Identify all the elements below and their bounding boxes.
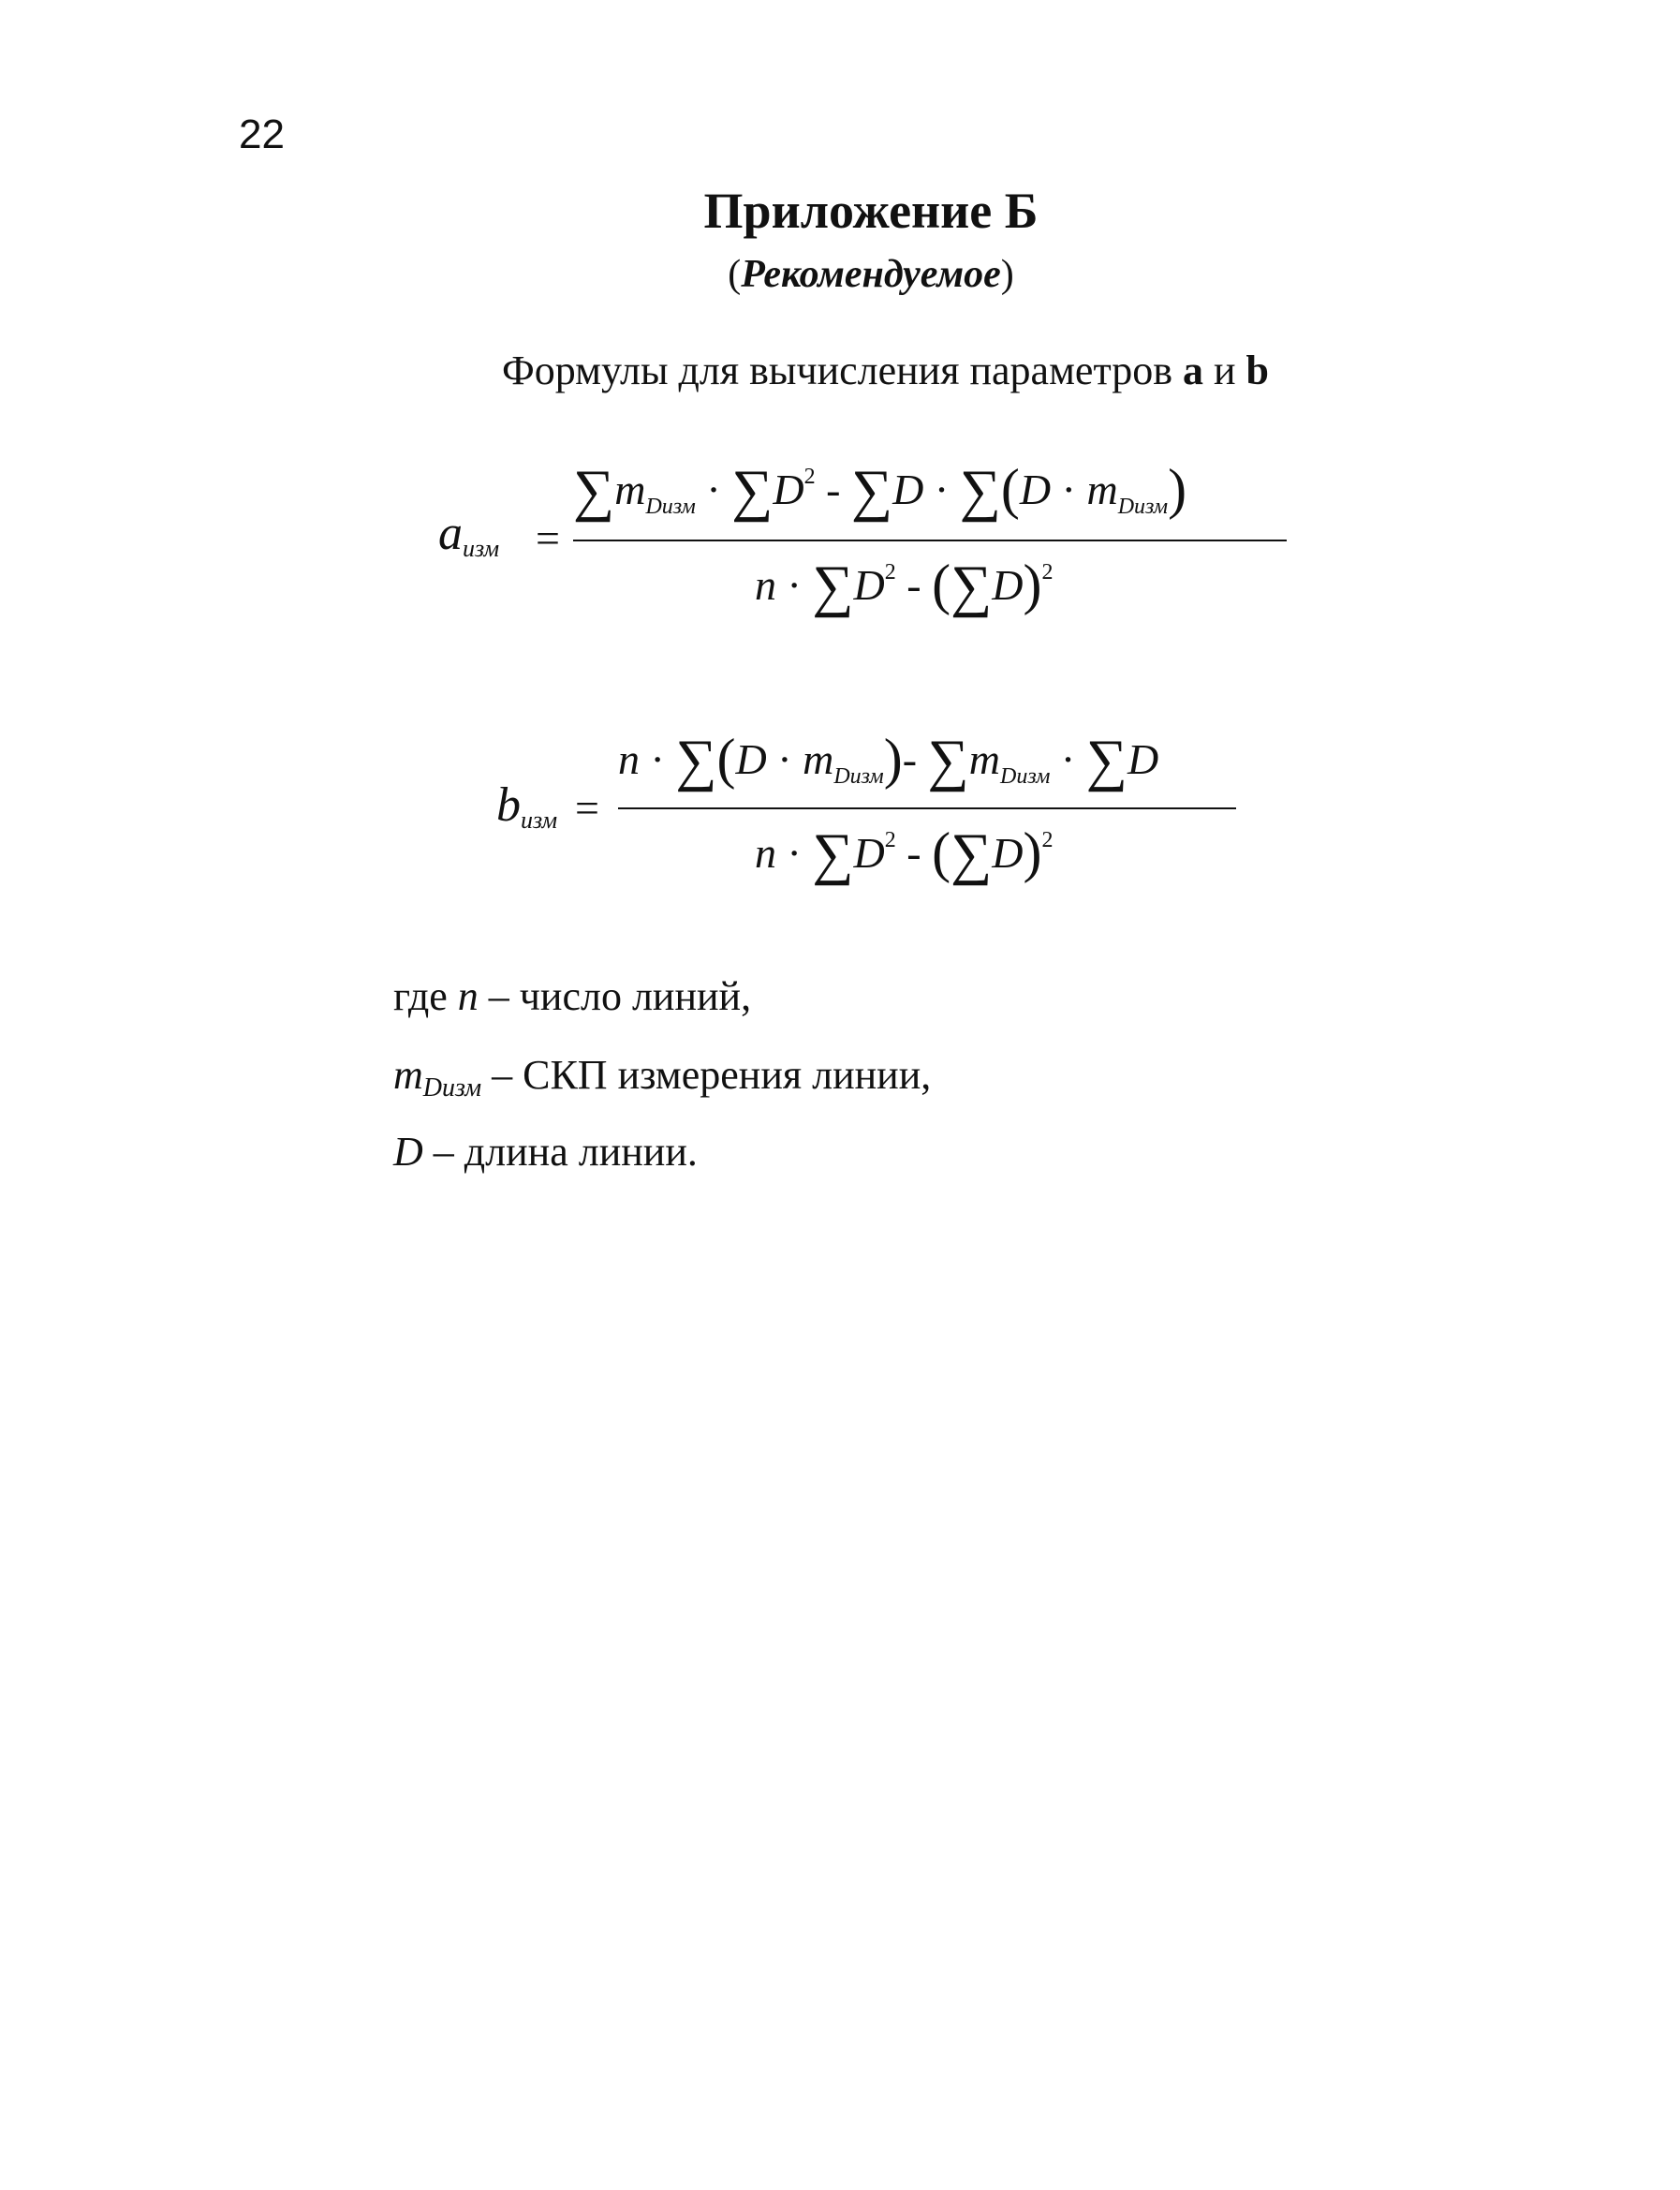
formula-b-lhs-var: b — [496, 778, 521, 832]
open-paren: ( — [932, 821, 951, 883]
minus-op: - — [906, 561, 921, 609]
subtitle-text: Рекомендуемое — [741, 253, 1001, 296]
legend-text-d: – длина линии. — [422, 1129, 698, 1175]
close-paren: ) — [1023, 821, 1042, 883]
legend-var-n: n — [457, 973, 479, 1019]
formula-a-equals: = — [536, 514, 560, 562]
D-var: D — [992, 561, 1024, 609]
legend-prefix: где — [393, 973, 458, 1019]
dot-op: · — [934, 466, 950, 513]
sum-symbol: ∑ — [951, 822, 993, 886]
m-sub: Dизм — [833, 764, 884, 789]
formula-b-denominator — [755, 821, 1054, 888]
D-var: D — [1019, 466, 1052, 513]
page-number: 22 — [239, 111, 285, 157]
dot-op: · — [787, 561, 802, 609]
dot-op: · — [650, 735, 665, 783]
dot-op: · — [1060, 735, 1076, 783]
close-paren: ) — [1168, 458, 1187, 520]
sum-symbol: ∑ — [951, 555, 993, 618]
dot-op: · — [1061, 466, 1076, 513]
legend-line-n — [393, 974, 751, 1019]
minus-op: - — [906, 829, 921, 877]
formula-b-numerator — [618, 727, 1158, 794]
formula-a-lhs — [438, 506, 499, 563]
appendix-title: Приложение Б — [703, 183, 1039, 239]
m-var: m — [968, 735, 1000, 783]
legend-text-m: – СКП измерения линии, — [481, 1052, 932, 1098]
dot-op: · — [787, 829, 802, 877]
power: 2 — [1041, 828, 1054, 852]
intro-line — [502, 348, 1269, 393]
sum-symbol: ∑ — [731, 459, 774, 523]
n-var: n — [755, 561, 776, 609]
minus-op: - — [826, 466, 841, 513]
legend-var-d: D — [393, 1129, 423, 1175]
m-var: m — [1086, 466, 1118, 513]
dot-op: · — [777, 735, 792, 783]
formula-a-lhs-sub: изм — [463, 535, 500, 562]
legend-var-m-sub: Dизм — [422, 1073, 482, 1102]
m-sub: Dизм — [1117, 495, 1169, 519]
m-var: m — [803, 735, 834, 783]
power: 2 — [884, 828, 896, 852]
m-sub: Dизм — [645, 495, 696, 519]
D-var: D — [735, 735, 767, 783]
open-paren: ( — [1000, 458, 1020, 520]
sum-symbol: ∑ — [812, 822, 854, 886]
formula-a-fraction-bar — [573, 540, 1287, 541]
m-sub: Dизм — [999, 764, 1051, 789]
sum-symbol: ∑ — [959, 459, 1001, 523]
intro-text: Формулы для вычисления параметров — [502, 348, 1183, 393]
open-paren: ( — [932, 554, 951, 615]
sum-symbol: ∑ — [573, 459, 615, 523]
sum-symbol: ∑ — [1085, 729, 1127, 792]
legend-line-m — [393, 1053, 931, 1103]
legend-var-m: m — [393, 1052, 423, 1098]
subtitle-close-paren: ) — [1000, 253, 1014, 296]
formula-b-equals: = — [575, 784, 599, 832]
subtitle-open-paren: ( — [728, 253, 742, 296]
sum-symbol: ∑ — [675, 729, 717, 792]
formula-b-lhs-sub: изм — [521, 806, 558, 834]
formula-a-denominator — [755, 553, 1054, 620]
D-var: D — [773, 466, 804, 513]
formula-b-fraction-bar — [618, 807, 1236, 809]
D-var: D — [853, 829, 885, 877]
intro-and: и — [1203, 348, 1246, 393]
n-var: n — [618, 735, 640, 783]
sum-symbol: ∑ — [850, 459, 893, 523]
close-paren: ) — [1023, 554, 1042, 615]
intro-param-a: a — [1183, 348, 1203, 393]
close-paren: ) — [883, 728, 903, 790]
dot-op: · — [706, 466, 721, 513]
formula-a-numerator — [573, 457, 1186, 525]
D-var: D — [853, 561, 885, 609]
formula-b-lhs — [496, 777, 557, 835]
n-var: n — [755, 829, 776, 877]
D-var: D — [892, 466, 924, 513]
legend-text-n: – число линий, — [478, 973, 752, 1019]
power: 2 — [884, 560, 896, 584]
legend-line-d — [393, 1130, 698, 1175]
power: 2 — [803, 465, 816, 489]
open-paren: ( — [716, 728, 736, 790]
D-var: D — [992, 829, 1024, 877]
power: 2 — [1041, 560, 1054, 584]
sum-symbol: ∑ — [812, 555, 854, 618]
formula-a-lhs-var: a — [438, 507, 463, 560]
intro-param-b: b — [1245, 348, 1270, 393]
minus-op: - — [902, 735, 918, 783]
sum-symbol: ∑ — [927, 729, 969, 792]
D-var: D — [1127, 735, 1159, 783]
m-var: m — [614, 466, 646, 513]
appendix-subtitle — [0, 253, 1680, 296]
